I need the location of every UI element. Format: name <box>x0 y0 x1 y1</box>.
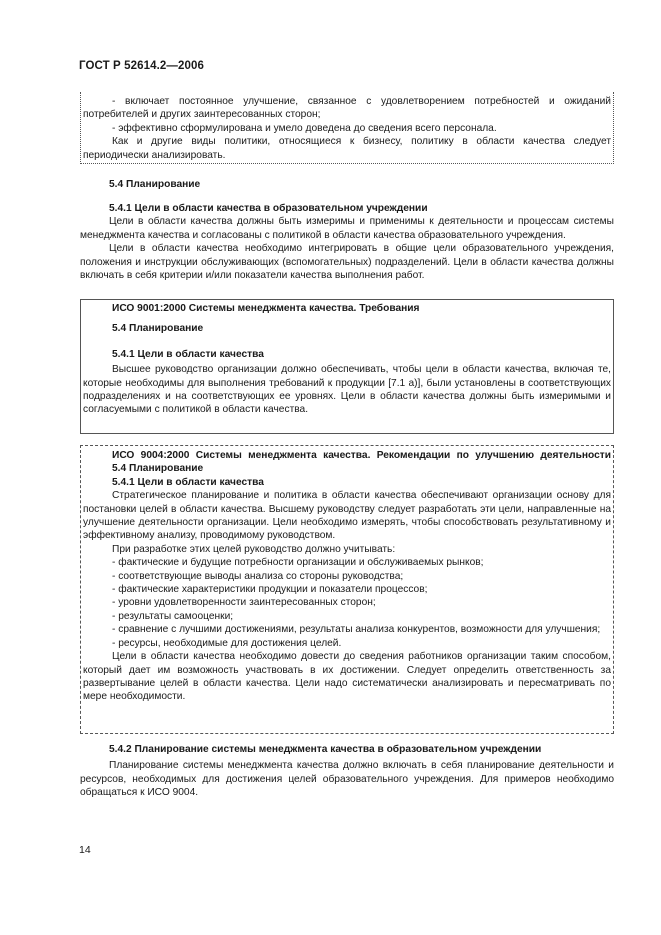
paragraph: При разработке этих целей руководство должно учитывать: <box>112 543 396 555</box>
paragraph: Планирование системы менеджмента качества должно включать в себя планирование деятельности и ресурсов, необходимых для достижения целей образовательного учреждения. Для примеров необходимо обращаться к ИСО 9004. <box>80 760 614 799</box>
quote-title: ИСО 9001:2000 Системы менеджмента качества. Требования <box>112 303 420 314</box>
list-item: - ресурсы, необходимые для достижения целей. <box>112 637 342 649</box>
paragraph-line: Как и другие виды политики, относящиеся к бизнесу, политику в области качества следует <box>112 136 611 148</box>
paragraph-line: периодически анализировать. <box>83 149 226 161</box>
section-5-4-1 <box>80 202 614 282</box>
section-heading: 5.4.2 Планирование системы менеджмента качества в образовательном учреждении <box>109 744 542 755</box>
section-heading: 5.4.1 Цели в области качества в образовательном учреждении <box>109 203 428 214</box>
quote-subheading: 5.4 Планирование <box>112 323 204 335</box>
list-item: - соответствующие выводы анализа со стороны руководства; <box>112 570 404 582</box>
quote-subheading: 5.4.1 Цели в области качества <box>112 476 264 488</box>
paragraph: Цели в области качества должны быть измеримы и применимы к деятельности и процессам системы менеджмента качества и согласованы с политикой в области качества образовательного учреждения. <box>80 216 614 241</box>
document-header: ГОСТ Р 52614.2—2006 <box>79 60 204 72</box>
list-item: - включает постоянное улучшение, связанное с удовлетворением потребностей и ожиданий <box>112 96 611 107</box>
quote-title: ИСО 9004:2000 Системы менеджмента качества. Рекомендации по улучшению деятельности <box>112 450 611 461</box>
section-5-4 <box>80 178 614 191</box>
paragraph: Цели в области качества необходимо довести до сведения работников организации таким способом, который дает им возможность участвовать в их достижении. Следует определить ответственность за развертывание целей в области качества. Цели надо систематически анализировать и пересматривать по мере необходимости. <box>83 651 611 703</box>
quote-subheading: 5.4 Планирование <box>112 463 204 475</box>
list-item-continuation: потребителей и других заинтересованных сторон; <box>83 109 321 121</box>
quoted-block-iso-9001 <box>80 299 614 434</box>
quoted-block-iso-9004 <box>80 445 614 734</box>
list-item: - уровни удовлетворенности заинтересованных сторон; <box>112 597 376 609</box>
quoted-block-policy-tail <box>80 92 614 164</box>
section-5-4-2 <box>80 743 614 800</box>
paragraph: Стратегическое планирование и политика в области качества обеспечивают организации основу для постановки целей в области качества. Высшему руководству следует разработать эти цели, направленные на улучшение деятельности организации. Цели необходимо измерять, чтобы способствовать результативному и эффективному анализу, проводимому руководством. <box>83 490 611 542</box>
section-heading: 5.4 Планирование <box>109 179 201 190</box>
paragraph: Цели в области качества необходимо интегрировать в общие цели образовательного учреждения, положения и инструкции обслуживающих (вспомогательных) подразделений. Цели в области качества должны включать в себя критерии и/или показатели качества выполнения работ. <box>80 243 614 282</box>
list-item: - фактические и будущие потребности организации и обслуживаемых рынков; <box>112 557 484 569</box>
paragraph: Высшее руководство организации должно обеспечивать, чтобы цели в области качества, включая те, которые необходимы для выполнения требований к продукции [7.1 а)], были установлены в соответствующих подразделениях и на соответствующих ее уровнях. Цели в области качества должны быть измеримыми и согласуемыми с политикой в области качества. <box>83 364 611 416</box>
list-item: - сравнение с лучшими достижениями, результаты анализа конкурентов, возможности для улучшения; <box>112 624 601 636</box>
list-item: - эффективно сформулирована и умело доведена до сведения всего персонала. <box>112 122 497 134</box>
quote-subheading: 5.4.1 Цели в области качества <box>112 348 264 360</box>
page-number: 14 <box>79 844 91 856</box>
list-item: - результаты самооценки; <box>112 610 234 622</box>
list-item: - фактические характеристики продукции и показатели процессов; <box>112 584 428 596</box>
